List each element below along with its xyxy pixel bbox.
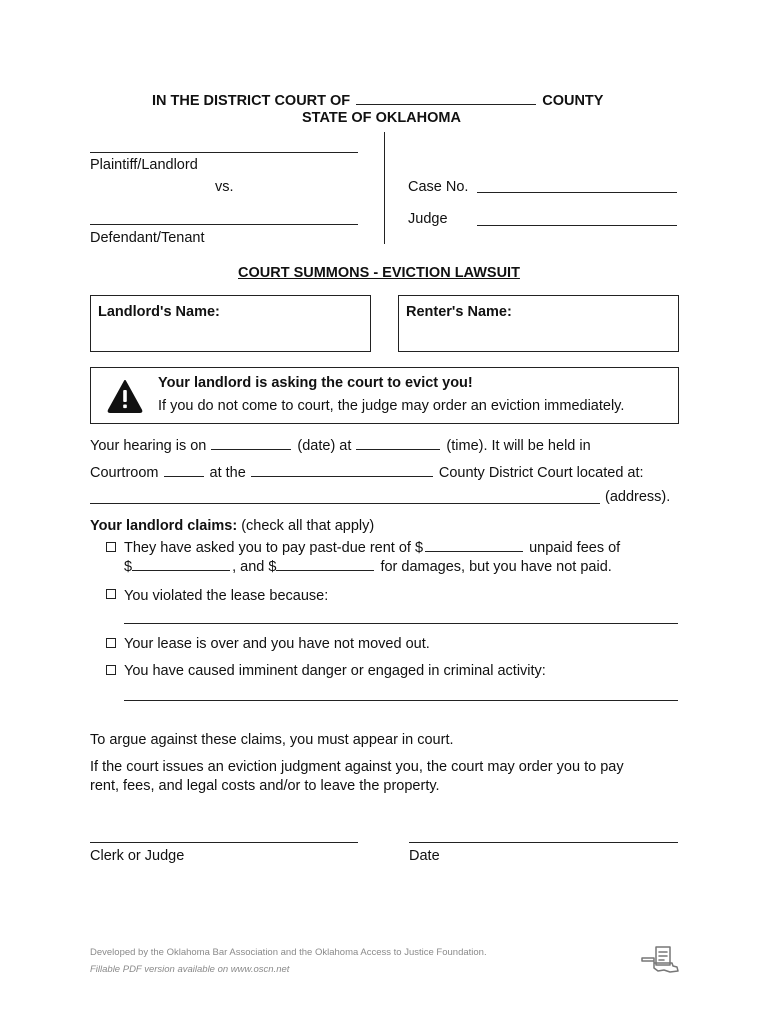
claim-lease-over-checkbox[interactable] [106,638,116,648]
date-label: Date [409,848,440,864]
unpaid-fees-blank[interactable] [132,556,230,571]
claim-rent-line-1 [124,537,620,557]
landlord-name-label: Landlord's Name: [98,304,220,320]
claim-lease-violation-text: You violated the lease because: [124,588,329,604]
judge-line[interactable] [477,225,677,226]
date-signature-line[interactable] [409,842,678,843]
claim-rent-text-b: unpaid fees of [529,540,621,556]
damages-blank[interactable] [276,556,374,571]
caption-divider [384,132,385,244]
claim-rent-line-2 [124,556,612,576]
claim-rent-checkbox[interactable] [106,542,116,552]
closing-paragraph-1: To argue against these claims, you must appear in court. [90,732,454,748]
landlord-name-box[interactable] [90,295,371,352]
hearing-line-1 [90,435,591,455]
closing-paragraph-2-line-1: If the court issues an eviction judgment against you, the court may order you to pay [90,759,624,775]
clerk-signature-line[interactable] [90,842,358,843]
closing-paragraph-2-line-2: rent, fees, and legal costs and/or to leave the property. [90,778,440,794]
address-label: (address). [605,489,671,505]
footer-pdf-note: Fillable PDF version available on www.oscn.net [90,964,290,975]
claims-heading [90,517,374,535]
plaintiff-line[interactable] [90,152,358,153]
vs-label: vs. [215,179,234,195]
claim-rent-text-e: for damages, but you have not paid. [380,559,612,575]
clerk-label: Clerk or Judge [90,848,185,864]
court-line [152,90,603,110]
judge-label: Judge [408,211,448,227]
defendant-line[interactable] [90,224,358,225]
hearing-text-3: (time). It will be held in [446,438,591,454]
claim-rent-text-a: They have asked you to pay past-due rent of $ [124,540,424,556]
past-due-rent-blank[interactable] [425,537,523,552]
renter-name-box[interactable] [398,295,679,352]
court-line-suffix: COUNTY [542,93,604,109]
warning-headline: Your landlord is asking the court to evict you! [158,375,473,391]
county-court-blank[interactable] [251,462,433,477]
claim-rent-text-d: , and $ [232,559,277,575]
claims-heading-bold: Your landlord claims: [90,518,238,534]
case-no-line[interactable] [477,192,677,193]
claim-rent-text-c: $ [124,559,133,575]
warning-triangle-icon [107,379,143,413]
courtroom-blank[interactable] [164,462,204,477]
court-line-prefix: IN THE DISTRICT COURT OF [152,93,351,109]
renter-name-label: Renter's Name: [406,304,512,320]
claim-danger-text: You have caused imminent danger or engaged in criminal activity: [124,663,546,679]
claim-lease-violation-checkbox[interactable] [106,589,116,599]
hearing-line-2 [90,462,644,482]
time-blank[interactable] [356,435,440,450]
document-title: COURT SUMMONS - EVICTION LAWSUIT [238,265,520,281]
hearing-text-1: Your hearing is on [90,438,207,454]
address-line[interactable] [90,503,600,504]
danger-line[interactable] [124,700,678,701]
lease-violation-line[interactable] [124,623,678,624]
date-blank[interactable] [211,435,291,450]
plaintiff-label: Plaintiff/Landlord [90,157,198,173]
hearing-text-5: at the [209,465,246,481]
state-line: STATE OF OKLAHOMA [302,110,461,126]
footer-credit: Developed by the Oklahoma Bar Association and the Oklahoma Access to Justice Foundation. [90,947,487,958]
claims-heading-note: (check all that apply) [241,518,375,534]
county-blank[interactable] [356,90,536,105]
warning-box [90,367,679,424]
oklahoma-document-logo-icon [640,945,680,975]
claim-danger-checkbox[interactable] [106,665,116,675]
case-no-label: Case No. [408,179,469,195]
hearing-text-6: County District Court located at: [438,465,644,481]
warning-body: If you do not come to court, the judge may order an eviction immediately. [158,398,625,414]
claim-lease-over-text: Your lease is over and you have not moved out. [124,636,430,652]
hearing-text-4: Courtroom [90,465,159,481]
defendant-label: Defendant/Tenant [90,230,205,246]
hearing-text-2: (date) at [297,438,352,454]
